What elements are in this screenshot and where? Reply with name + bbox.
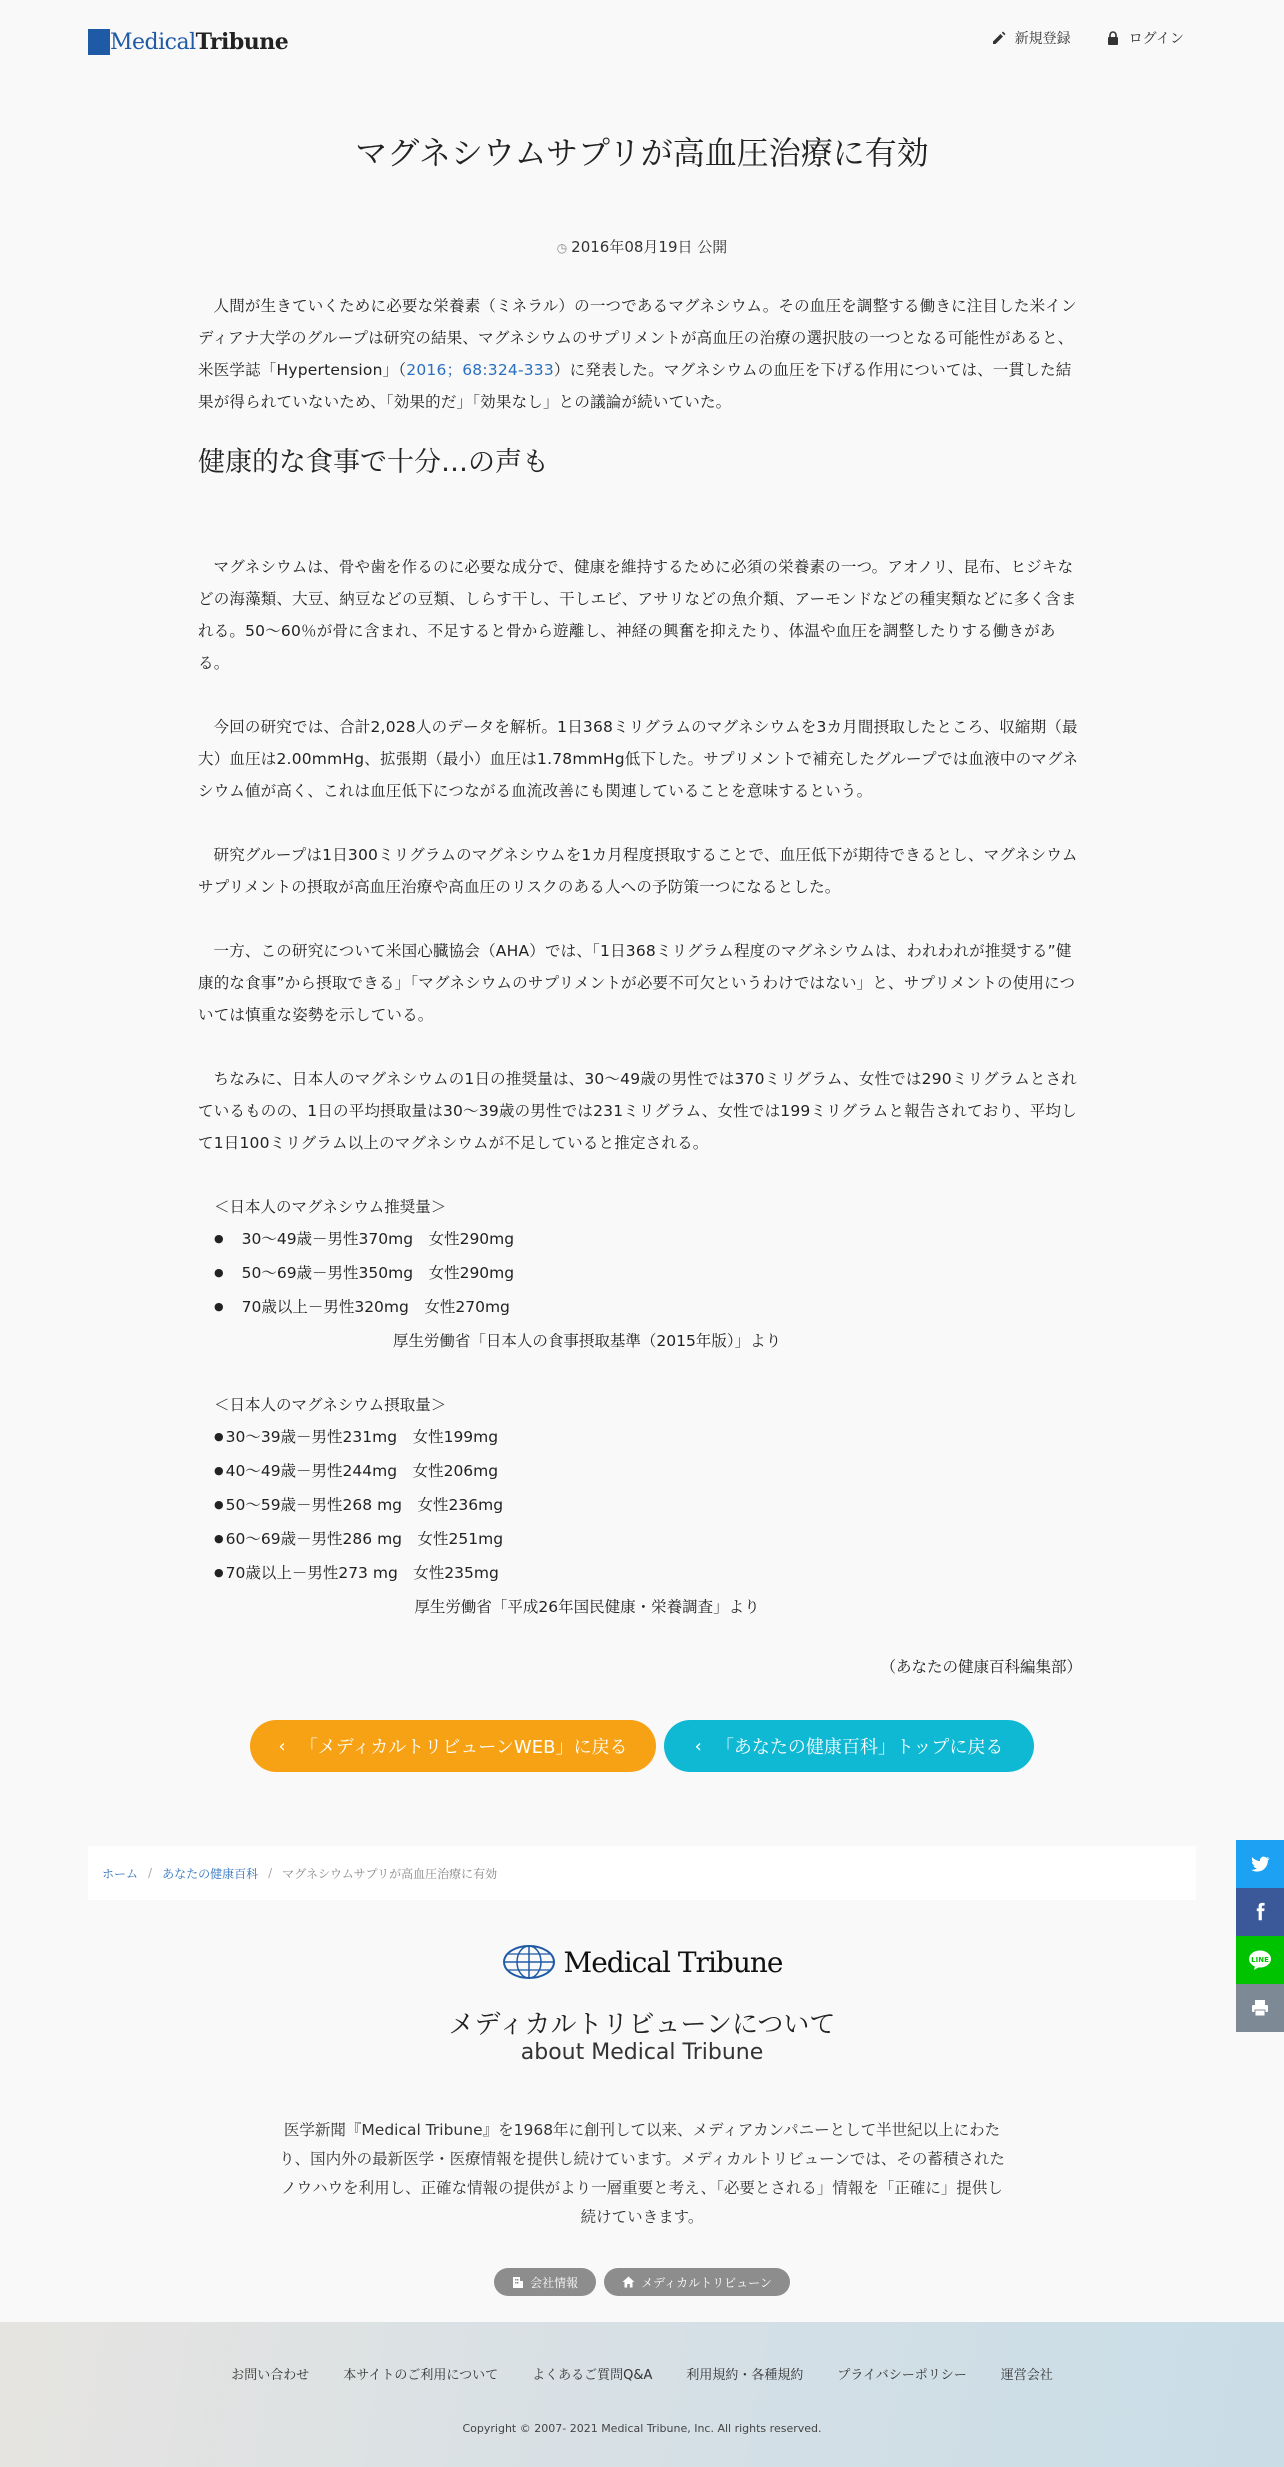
- about-links: [0, 2268, 1284, 2296]
- back-to-top-button[interactable]: ‹ 「あなたの健康百科」トップに戻る: [664, 1720, 1034, 1772]
- back-buttons: [0, 1720, 1284, 1772]
- about-title: メディカルトリビューンについて: [448, 2010, 836, 2040]
- facebook-share-button[interactable]: [1236, 1888, 1284, 1936]
- paragraph-1: マグネシウムは、骨や歯を作るのに必要な成分で、健康を維持するために必須の栄養素の一つ。アオノリ、昆布、ヒジキなどの海藻類、大豆、納豆などの豆類、しらす干し、干しエビ、アサリなどの魚介類、アーモンドなどの種実類などに多く含まれる。50～60％が骨に含まれ、不足すると骨から遊離し、神経の興奮を抑えたり、体温や血圧を調整したりする働きがある。: [198, 558, 1077, 672]
- footer-links: [0, 2364, 1284, 2383]
- footer-link-privacy[interactable]: プライバシーポリシー: [837, 2368, 967, 2383]
- list-item: ● 70歳以上－男性320mg 女性270mg: [198, 1291, 1086, 1325]
- site-logo[interactable]: [88, 27, 288, 57]
- footer-link-contact[interactable]: お問い合わせ: [231, 2368, 310, 2383]
- footer-link-terms[interactable]: 利用規約・各種規約: [686, 2368, 804, 2383]
- globe-logo-icon: [502, 1944, 556, 1980]
- clock-icon: ◷: [556, 241, 568, 255]
- paragraph-4: 一方、この研究について米国心臓協会（AHA）では、「1日368ミリグラム程度のマグネシウムは、われわれが推奨する”健康的な食事”から摂取できる」「マグネシウムのサプリメントが必要不可欠というわけではない」と、サプリメントの使用については慎重な姿勢を示している。: [198, 942, 1076, 1024]
- list-source: 厚生労働省「日本人の食事摂取基準（2015年版）」より: [392, 1332, 782, 1350]
- list-item: ● 50～59歳－男性268 mg 女性236mg: [198, 1489, 1086, 1523]
- footer-logo[interactable]: [0, 1944, 1284, 1980]
- company-info-button[interactable]: 会社情報: [494, 2268, 596, 2296]
- paragraph-5: ちなみに、日本人のマグネシウムの1日の推奨量は、30～49歳の男性では370ミリグラム、女性では290ミリグラムとされているものの、1日の平均摂取量は30～39歳の男性では231ミリグラム、女性では199ミリグラムと報告されており、平均して1日100ミリグラム以上のマグネシウムが不足していると推定される。: [198, 1070, 1078, 1152]
- breadcrumb: ホーム / あなたの健康百科 / マグネシウムサプリが高血圧治療に有効: [88, 1846, 1196, 1900]
- logo-mark: [88, 29, 110, 55]
- article-body: [198, 290, 1086, 1677]
- svg-text:LINE: LINE: [1251, 1956, 1269, 1964]
- list-item: ● 50～69歳－男性350mg 女性290mg: [198, 1257, 1086, 1291]
- paragraph-2: 今回の研究では、合計2,028人のデータを解析。1日368ミリグラムのマグネシウムを3カ月間摂取したところ、収縮期（最大）血圧は2.00mmHg、拡張期（最小）血圧は1.78mmHg低下した。サプリメントで補充したグループでは血液中のマグネシウム値が高く、これは血圧低下につながる血流改善にも関連していることを意味するという。: [198, 718, 1079, 800]
- section-heading: 健康的な食事で十分…の声も: [198, 447, 549, 478]
- footer-link-usage[interactable]: 本サイトのご利用について: [343, 2368, 499, 2383]
- back-to-web-button[interactable]: ‹ 「メディカルトリビューンWEB」に戻る: [250, 1720, 656, 1772]
- about-subtitle: about Medical Tribune: [520, 2040, 764, 2065]
- article-credit: （あなたの健康百科編集部）: [880, 1658, 1082, 1676]
- login-label: ログイン: [1128, 31, 1184, 47]
- journal-link[interactable]: 2016；68:324-333: [406, 361, 554, 379]
- list-item: ● 60～69歳－男性286 mg 女性251mg: [198, 1523, 1086, 1557]
- footer-logo-text: Medical Tribune: [563, 1945, 783, 1979]
- paragraph-3: 研究グループは1日300ミリグラムのマグネシウムを1カ月程度摂取することで、血圧低下が期待できるとし、マグネシウムサプリメントの摂取が高血圧治療や高血圧のリスクのある人への予防策一つになるとした。: [198, 846, 1078, 896]
- about-description: 医学新聞『Medical Tribune』を1968年に創刊して以来、メディアカンパニーとして半世紀以上にわたり、国内外の最新医学・医療情報を提供し続けています。メディカルトリビューンでは、その蓄積されたノウハウを利用し、正確な情報の提供がより一層重要と考え、「必要とされる」情報を「正確に」提供し続けていきます。: [279, 2121, 1005, 2226]
- list-item: ● 30～49歳－男性370mg 女性290mg: [198, 1223, 1086, 1257]
- login-link[interactable]: [1105, 28, 1184, 48]
- logo-medical: Medical: [110, 30, 196, 55]
- publish-date: [0, 236, 1284, 257]
- lock-icon: [1105, 30, 1121, 46]
- list-heading: ＜日本人のマグネシウム摂取量＞: [214, 1396, 447, 1414]
- copyright: Copyright © 2007- 2021 Medical Tribune, Inc. All rights reserved.: [462, 2422, 822, 2435]
- facebook-icon: [1249, 1901, 1271, 1923]
- header-nav: [991, 28, 1184, 48]
- site-header: [0, 0, 1284, 80]
- recommended-intake-list: [198, 1191, 1086, 1357]
- footer-link-faq[interactable]: よくあるご質問Q&A: [532, 2368, 653, 2383]
- list-item: ● 40～49歳－男性244mg 女性206mg: [198, 1455, 1086, 1489]
- list-item: ● 70歳以上－男性273 mg 女性235mg: [198, 1557, 1086, 1591]
- chevron-left-icon: ‹: [278, 1735, 286, 1757]
- actual-intake-list: [198, 1389, 1086, 1623]
- footer-link-company[interactable]: 運営会社: [1000, 2368, 1053, 2383]
- breadcrumb-current: マグネシウムサプリが高血圧治療に有効: [282, 1866, 498, 1881]
- chevron-left-icon: ‹: [694, 1735, 702, 1757]
- publish-date-text: 2016年08月19日 公開: [571, 238, 728, 256]
- page-title: マグネシウムサプリが高血圧治療に有効: [355, 134, 929, 172]
- medical-tribune-home-button[interactable]: メディカルトリビューン: [604, 2268, 790, 2296]
- breadcrumb-section[interactable]: あなたの健康百科: [162, 1866, 259, 1881]
- twitter-share-button[interactable]: [1236, 1840, 1284, 1888]
- home-icon: [622, 2276, 635, 2288]
- list-heading: ＜日本人のマグネシウム推奨量＞: [214, 1198, 447, 1216]
- building-icon: [512, 2276, 524, 2288]
- logo-tribune: Tribune: [195, 29, 289, 55]
- pencil-icon: [991, 30, 1007, 46]
- site-footer: [0, 2322, 1284, 2467]
- lead-paragraph: 人間が生きていくために必要な栄養素（ミネラル）の一つであるマグネシウム。その血圧を調整する働きに注目した米インディアナ大学のグループは研究の結果、マグネシウムのサプリメントが高血圧の治療の選択肢の一つとなる可能性があると、米医学誌「Hypertension」（2016；68:324-333）に発表した。マグネシウムの血圧を下げる作用については、一貫した結果が得られていないため、「効果的だ」「効果なし」との議論が続いていた。: [198, 297, 1077, 411]
- list-item: ● 30～39歳－男性231mg 女性199mg: [198, 1421, 1086, 1455]
- list-source: 厚生労働省「平成26年国民健康・栄養調査」より: [414, 1598, 760, 1616]
- twitter-icon: [1249, 1853, 1271, 1875]
- register-link[interactable]: [991, 28, 1071, 48]
- register-label: 新規登録: [1014, 31, 1071, 47]
- breadcrumb-home[interactable]: ホーム: [102, 1866, 139, 1881]
